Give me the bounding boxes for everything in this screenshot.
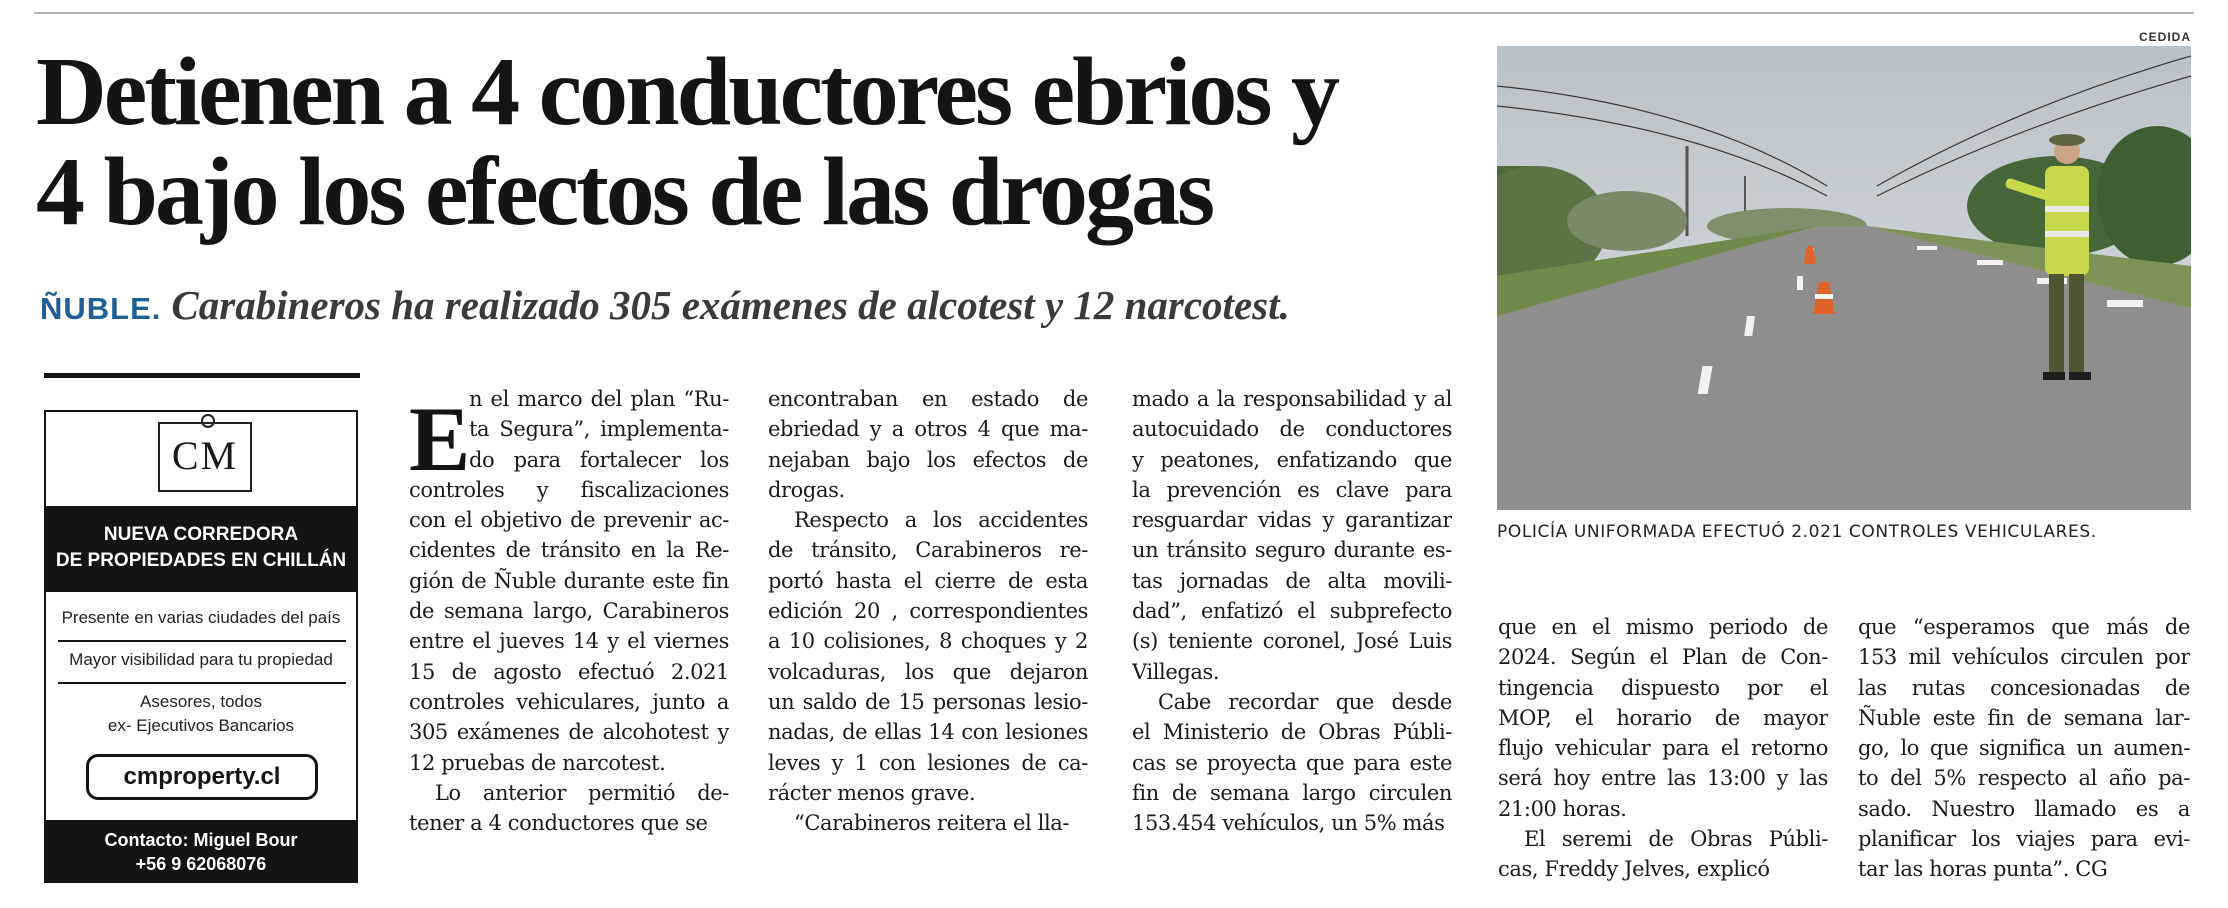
article-line: de semana largo, Carabineros [409,599,729,624]
article-line: las rutas concesionadas de [1858,675,2190,700]
article-line: que “esperamos que más de [1858,615,2190,639]
article-line: volcaduras, los que dejaron [768,659,1088,684]
ad-contact-phone: +56 9 62068076 [135,854,267,874]
article-line: la prevención es clave para [1132,477,1452,502]
subhead [40,282,1480,332]
article-column-4 [1498,612,1828,885]
photo-caption: POLICÍA UNIFORMADA EFECTUÓ 2.021 CONTROLES VEHICULARES. [1497,522,2097,542]
real-estate-ad [44,410,358,883]
article-line: to del 5% respecto al año pa- [1858,766,2190,791]
article-line: drogas. [768,477,845,502]
article-line: 305 exámenes de alcohotest y [409,720,729,745]
article-line: rácter menos grave. [768,780,976,805]
article-line: 2024. Según el Plan de Con- [1498,645,1828,670]
article-line: ebriedad y a otros 4 que ma- [768,417,1088,442]
article-line: a 10 colisiones, 8 choques y 2 [768,629,1088,654]
ad-separator [58,640,346,642]
article-line: 21:00 horas. [1498,796,1627,821]
article-line: El seremi de Obras Públi- [1524,827,1828,852]
article-column-2 [768,384,1088,838]
article-line: Villegas. [1132,659,1220,684]
article-line: sado. Nuestro llamado es a [1858,796,2190,821]
ad-separator [58,682,346,684]
ad-title-line-2: DE PROPIEDADES EN CHILLÁN [55,550,347,571]
article-line: Ñuble este fin de semana lar- [1858,705,2190,730]
article-line: un tránsito seguro durante es- [1132,538,1452,563]
article-line: tar las horas punta”. CG [1858,857,2108,882]
ad-item-3-line-2: ex- Ejecutivos Bancarios [107,716,295,735]
headline-line-1: Detienen a 4 conductores ebrios y [36,38,1337,146]
headline [36,38,1476,246]
article-line: controles y fiscalizaciones [409,477,729,502]
article-line: flujo vehicular para el retorno [1498,736,1828,761]
news-photo [1497,46,2191,510]
article-line: tas jornadas de alta movili- [1132,568,1452,593]
article-line: Respecto a los accidentes [794,508,1088,533]
article-line: resguardar vidas y garantizar [1132,508,1452,533]
article-line: “Carabineros reitera el lla- [794,811,1070,836]
deck: Carabineros ha realizado 305 exámenes de alcotest y 12 narcotest. [171,282,1290,328]
article-line: controles vehiculares, junto a [409,689,729,714]
photo-credit: CEDIDA [2138,30,2191,44]
article-line: MOP, el horario de mayor [1498,705,1828,730]
article-line: tener a 4 conductores que se [409,811,708,836]
officer-legs [2049,274,2064,374]
article-line: con el objetivo de prevenir ac- [409,508,729,533]
article-line: Lo anterior permitió de- [435,780,729,805]
drop-cap: E [409,388,471,490]
ad-top-rule [44,373,360,378]
article-column-3 [1132,384,1452,838]
article-line: Cabe recordar que desde [1158,689,1452,714]
article-line: nadas, de ellas 14 con lesiones [768,720,1088,745]
article-column-1 [409,384,729,838]
article-line: cas se proyecta que para este [1132,750,1452,775]
road-checkpoint-illustration [1497,46,2191,510]
article-line: (s) teniente coronel, José Luis [1132,629,1452,654]
article-line: entre el jueves 14 y el viernes [409,629,729,654]
article-line: autocuidado de conductores [1132,417,1452,442]
article-line: gión de Ñuble durante este fin [409,568,729,593]
article-line: será hoy entre las 13:00 y las [1498,766,1828,791]
ad-contact-name: Contacto: Miguel Bour [104,830,298,850]
article-line: portó hasta el cierre de esta [768,568,1088,593]
article-line: tingencia dispuesto por el [1498,675,1828,700]
article-line: y peatones, enfatizando que [1132,447,1452,472]
article-line: 15 de agosto efectuó 2.021 [409,659,729,684]
article-line: el Ministerio de Obras Públi- [1132,720,1452,745]
headline-line-2: 4 bajo los efectos de las drogas [36,138,1213,246]
article-line: 153.454 vehículos, un 5% más [1132,811,1445,836]
top-rule [34,12,2194,14]
article-line: go, lo que significa un aumen- [1858,736,2190,761]
ad-title-line-1: NUEVA CORREDORA [103,524,299,545]
article-line: do para fortalecer los [469,447,729,472]
article-line: mado a la responsabilidad y al [1132,387,1452,411]
ad-website: cmproperty.cl [86,754,318,800]
article-column-5 [1858,612,2190,885]
ad-item-3-line-1: Asesores, todos [140,692,262,711]
article-line: cidentes de tránsito en la Re- [409,538,729,563]
article-line: fin de semana largo circulen [1132,780,1452,805]
article-line: de tránsito, Carabineros re- [768,538,1088,563]
article-line: 153 mil vehículos circulen por [1858,645,2190,670]
cm-logo: CM [158,422,252,492]
ad-title-band [46,506,356,592]
article-line: que en el mismo periodo de [1498,615,1828,639]
article-line: un saldo de 15 personas lesio- [768,689,1088,714]
article-line: leves y 1 con lesiones de ca- [768,750,1088,775]
article-line: n el marco del plan “Ru- [469,387,729,411]
police-vest [2045,166,2089,276]
article-line: planificar los viajes para evi- [1858,827,2190,852]
article-line: dad”, enfatizó el subprefecto [1132,599,1452,624]
ad-contact [46,820,356,883]
article-line: 12 pruebas de narcotest. [409,750,666,775]
kicker: ÑUBLE. [40,291,162,326]
article-line: encontraban en estado de [768,387,1088,411]
article-line: cas, Freddy Jelves, explicó [1498,857,1770,882]
ad-item-1: Presente en varias ciudades del país [61,608,341,627]
ad-item-2: Mayor visibilidad para tu propiedad [69,650,333,669]
article-line: nejaban bajo los efectos de [768,447,1088,472]
article-line: edición 20 , correspondientes [768,599,1088,624]
article-line: ta Segura”, implementa- [469,417,729,442]
